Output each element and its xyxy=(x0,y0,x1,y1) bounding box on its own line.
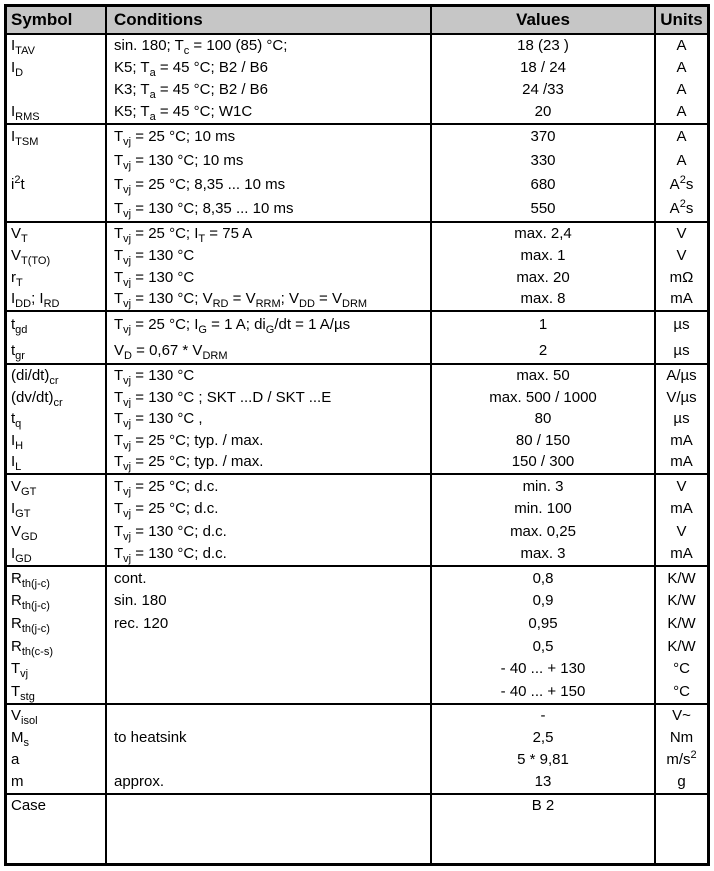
conditions-cell: $T_{vj} = 25$ °C; $I_G = 1$ A; $di_G/dt = 1$ A/µs xyxy=(105,312,430,338)
value-cell: min. 100 xyxy=(430,498,654,521)
value-cell: max. 50 xyxy=(430,365,654,387)
conditions-cell: sin. 180 xyxy=(105,590,430,613)
symbol-cell: $I_{GD}$ xyxy=(11,545,32,566)
symbol-cell: $R_{th(j-c)}$ xyxy=(11,592,50,613)
table-row xyxy=(7,452,707,474)
conditions-cell: to heatsink xyxy=(105,727,430,749)
value-cell: 18 (23 ) xyxy=(430,35,654,57)
unit-cell: g xyxy=(654,771,707,793)
table-row xyxy=(7,223,707,245)
value-cell: 0,8 xyxy=(430,567,654,590)
symbol-cell: $V_{GD}$ xyxy=(11,522,38,543)
table-row xyxy=(7,267,707,289)
conditions-cell: K3; $T_a = 45$ °C; B2 / B6 xyxy=(105,79,430,101)
unit-cell: K/W xyxy=(654,590,707,613)
value-cell: 150 / 300 xyxy=(430,452,654,474)
table-group xyxy=(7,221,707,310)
unit-cell: K/W xyxy=(654,567,707,590)
symbol-cell: m xyxy=(11,773,24,791)
unit-cell: mΩ xyxy=(654,267,707,289)
symbol-cell: $I_L$ xyxy=(11,453,22,474)
unit-cell: mA xyxy=(654,430,707,452)
unit-cell: A xyxy=(654,125,707,149)
symbol-cell: $r_T$ xyxy=(11,268,23,289)
value-cell: min. 3 xyxy=(430,475,654,498)
conditions-cell: $T_{vj} = 25$ °C; d.c. xyxy=(105,475,430,498)
conditions-cell: $T_{vj} = 130$ °C; d.c. xyxy=(105,520,430,543)
table-group xyxy=(7,33,707,123)
value-cell: max. 8 xyxy=(430,288,654,310)
table-row xyxy=(7,79,707,101)
table-row xyxy=(7,101,707,123)
symbol-cell: $T_{vj}$ xyxy=(11,660,29,681)
table-row xyxy=(7,430,707,452)
unit-cell: $A^2s$ xyxy=(654,173,707,197)
symbol-cell: $(dv/dt)_{cr}$ xyxy=(11,388,63,409)
table-group xyxy=(7,123,707,221)
unit-cell: V xyxy=(654,475,707,498)
table-row xyxy=(7,338,707,364)
column-header-conditions: Conditions xyxy=(105,7,430,33)
unit-cell: mA xyxy=(654,543,707,566)
symbol-cell: $I_D$ xyxy=(11,59,24,79)
value-cell: 680 xyxy=(430,173,654,197)
conditions-cell: $T_{vj} = 130$ °C xyxy=(105,365,430,387)
conditions-cell: K5; $T_a = 45$ °C; B2 / B6 xyxy=(105,57,430,79)
unit-cell: A/µs xyxy=(654,365,707,387)
value-cell: max. 1 xyxy=(430,245,654,267)
conditions-cell: $V_D = 0,67 * V_{DRM}$ xyxy=(105,338,430,364)
conditions-cell: $T_{vj} = 130$ °C; 8,35 ... 10 ms xyxy=(105,197,430,221)
column-header-symbol: Symbol xyxy=(11,10,73,30)
symbol-cell xyxy=(7,149,105,173)
symbol-cell: $V_{T(TO)}$ xyxy=(11,246,51,267)
symbol-cell: $I_{TAV}$ xyxy=(11,37,35,57)
conditions-cell: $T_{vj} = 130$ °C ; SKT ...D / SKT ...E xyxy=(105,387,430,409)
conditions-cell xyxy=(105,635,430,658)
value-cell: 0,9 xyxy=(430,590,654,613)
table-group xyxy=(7,363,707,473)
unit-cell: A xyxy=(654,149,707,173)
table-row xyxy=(7,245,707,267)
symbol-cell: $I_{GT}$ xyxy=(11,500,31,521)
conditions-cell: $T_{vj} = 130$ °C , xyxy=(105,408,430,430)
table-row xyxy=(7,635,707,658)
unit-cell: µs xyxy=(654,338,707,364)
symbol-cell: $V_{GT}$ xyxy=(11,477,37,498)
conditions-cell: rec. 120 xyxy=(105,613,430,636)
value-cell: 2 xyxy=(430,338,654,364)
value-cell: - 40 ... + 130 xyxy=(430,658,654,681)
symbol-cell xyxy=(7,197,105,221)
table-row xyxy=(7,387,707,409)
unit-cell xyxy=(654,795,707,863)
unit-cell: A xyxy=(654,79,707,101)
symbol-cell: $T_{stg}$ xyxy=(11,683,35,704)
table-group xyxy=(7,793,707,863)
table-group xyxy=(7,473,707,565)
unit-cell: Nm xyxy=(654,727,707,749)
value-cell: max. 0,25 xyxy=(430,520,654,543)
conditions-cell: $T_{vj} = 130$ °C; $V_{RD} = V_{RRM}$; $V_{DD} = V_{DRM}$ xyxy=(105,288,430,310)
value-cell: - xyxy=(430,705,654,727)
symbol-cell: $I_{RMS}$ xyxy=(11,103,40,123)
value-cell: 80 / 150 xyxy=(430,430,654,452)
symbol-cell: $I_{DD}$; $I_{RD}$ xyxy=(11,290,60,311)
value-cell: 20 xyxy=(430,101,654,123)
symbol-cell: $t_{gr}$ xyxy=(11,341,25,362)
value-cell: 0,5 xyxy=(430,635,654,658)
unit-cell: A xyxy=(654,35,707,57)
unit-cell: K/W xyxy=(654,613,707,636)
symbol-cell xyxy=(7,79,105,101)
conditions-cell xyxy=(105,795,430,863)
conditions-cell: sin. 180; $T_c = 100$ (85) °C; xyxy=(105,35,430,57)
value-cell: 80 xyxy=(430,408,654,430)
unit-cell: V xyxy=(654,223,707,245)
value-cell: max. 3 xyxy=(430,543,654,566)
conditions-cell: $T_{vj} = 130$ °C; d.c. xyxy=(105,543,430,566)
conditions-cell: $T_{vj} = 25$ °C; typ. / max. xyxy=(105,452,430,474)
unit-cell: V xyxy=(654,245,707,267)
symbol-cell: $V_T$ xyxy=(11,225,28,245)
symbol-cell: $I_H$ xyxy=(11,431,24,452)
table-row xyxy=(7,125,707,149)
symbol-cell: $R_{th(j-c)}$ xyxy=(11,569,50,590)
value-cell: 330 xyxy=(430,149,654,173)
conditions-cell xyxy=(105,681,430,704)
unit-cell: K/W xyxy=(654,635,707,658)
symbol-cell: $R_{th(c-s)}$ xyxy=(11,637,54,658)
table-row xyxy=(7,498,707,521)
table-row xyxy=(7,658,707,681)
table-row xyxy=(7,312,707,338)
value-cell: B 2 xyxy=(430,795,654,863)
symbol-cell: $V_{isol}$ xyxy=(11,707,38,728)
column-header-values: Values xyxy=(430,7,654,33)
value-cell: 1 xyxy=(430,312,654,338)
table-row xyxy=(7,475,707,498)
unit-cell: mA xyxy=(654,498,707,521)
table-group xyxy=(7,565,707,703)
symbol-cell: $I_{TSM}$ xyxy=(11,128,39,149)
unit-cell: mA xyxy=(654,452,707,474)
ratings-table xyxy=(4,4,710,866)
unit-cell: $A^2s$ xyxy=(654,197,707,221)
unit-cell: $m/s^2$ xyxy=(654,749,707,771)
conditions-cell: $T_{vj} = 25$ °C; 10 ms xyxy=(105,125,430,149)
table-row xyxy=(7,408,707,430)
table-group xyxy=(7,703,707,793)
conditions-cell: $T_{vj} = 25$ °C; 8,35 ... 10 ms xyxy=(105,173,430,197)
table-row xyxy=(7,613,707,636)
unit-cell: V/µs xyxy=(654,387,707,409)
conditions-cell: $T_{vj} = 25$ °C; d.c. xyxy=(105,498,430,521)
conditions-cell: K5; $T_a = 45$ °C; W1C xyxy=(105,101,430,123)
value-cell: 18 / 24 xyxy=(430,57,654,79)
conditions-cell: $T_{vj} = 130$ °C xyxy=(105,267,430,289)
symbol-cell: $M_s$ xyxy=(11,729,29,750)
table-row xyxy=(7,705,707,727)
unit-cell: V xyxy=(654,520,707,543)
unit-cell: V~ xyxy=(654,705,707,727)
symbol-cell: $(di/dt)_{cr}$ xyxy=(11,367,59,387)
value-cell: 0,95 xyxy=(430,613,654,636)
table-row xyxy=(7,149,707,173)
table-row xyxy=(7,365,707,387)
unit-cell: °C xyxy=(654,681,707,704)
value-cell: 550 xyxy=(430,197,654,221)
table-row xyxy=(7,590,707,613)
conditions-cell xyxy=(105,705,430,727)
symbol-cell: $R_{th(j-c)}$ xyxy=(11,615,50,635)
table-row xyxy=(7,681,707,704)
table-row xyxy=(7,567,707,590)
unit-cell: µs xyxy=(654,408,707,430)
table-row xyxy=(7,520,707,543)
conditions-cell: approx. xyxy=(105,771,430,793)
value-cell: max. 500 / 1000 xyxy=(430,387,654,409)
table-row xyxy=(7,35,707,57)
table-row xyxy=(7,795,707,863)
symbol-cell: $t_{gd}$ xyxy=(11,316,28,337)
conditions-cell: $T_{vj} = 130$ °C; 10 ms xyxy=(105,149,430,173)
unit-cell: µs xyxy=(654,312,707,338)
conditions-cell: $T_{vj} = 130$ °C xyxy=(105,245,430,267)
table-row xyxy=(7,543,707,566)
table-row xyxy=(7,197,707,221)
conditions-cell: $T_{vj} = 25$ °C; $I_T = 75$ A xyxy=(105,223,430,245)
value-cell: 5 * 9,81 xyxy=(430,749,654,771)
conditions-cell: cont. xyxy=(105,567,430,590)
unit-cell: °C xyxy=(654,658,707,681)
unit-cell: A xyxy=(654,101,707,123)
table-row xyxy=(7,57,707,79)
value-cell: max. 2,4 xyxy=(430,223,654,245)
table-row xyxy=(7,727,707,749)
value-cell: 2,5 xyxy=(430,727,654,749)
value-cell: 24 /33 xyxy=(430,79,654,101)
symbol-cell: a xyxy=(11,751,20,769)
symbol-cell: $i^2t$ xyxy=(11,174,25,194)
table-row xyxy=(7,749,707,771)
value-cell: max. 20 xyxy=(430,267,654,289)
table-row xyxy=(7,288,707,310)
table-body xyxy=(7,33,707,863)
symbol-cell: $t_q$ xyxy=(11,410,22,430)
conditions-cell xyxy=(105,749,430,771)
value-cell: 370 xyxy=(430,125,654,149)
unit-cell: A xyxy=(654,57,707,79)
symbol-cell: Case xyxy=(11,797,47,815)
conditions-cell: $T_{vj} = 25$ °C; typ. / max. xyxy=(105,430,430,452)
table-row xyxy=(7,173,707,197)
table-group xyxy=(7,310,707,363)
column-header-units: Units xyxy=(654,7,707,33)
table-row xyxy=(7,771,707,793)
conditions-cell xyxy=(105,658,430,681)
value-cell: 13 xyxy=(430,771,654,793)
value-cell: - 40 ... + 150 xyxy=(430,681,654,704)
table-header-row xyxy=(7,7,707,33)
unit-cell: mA xyxy=(654,288,707,310)
